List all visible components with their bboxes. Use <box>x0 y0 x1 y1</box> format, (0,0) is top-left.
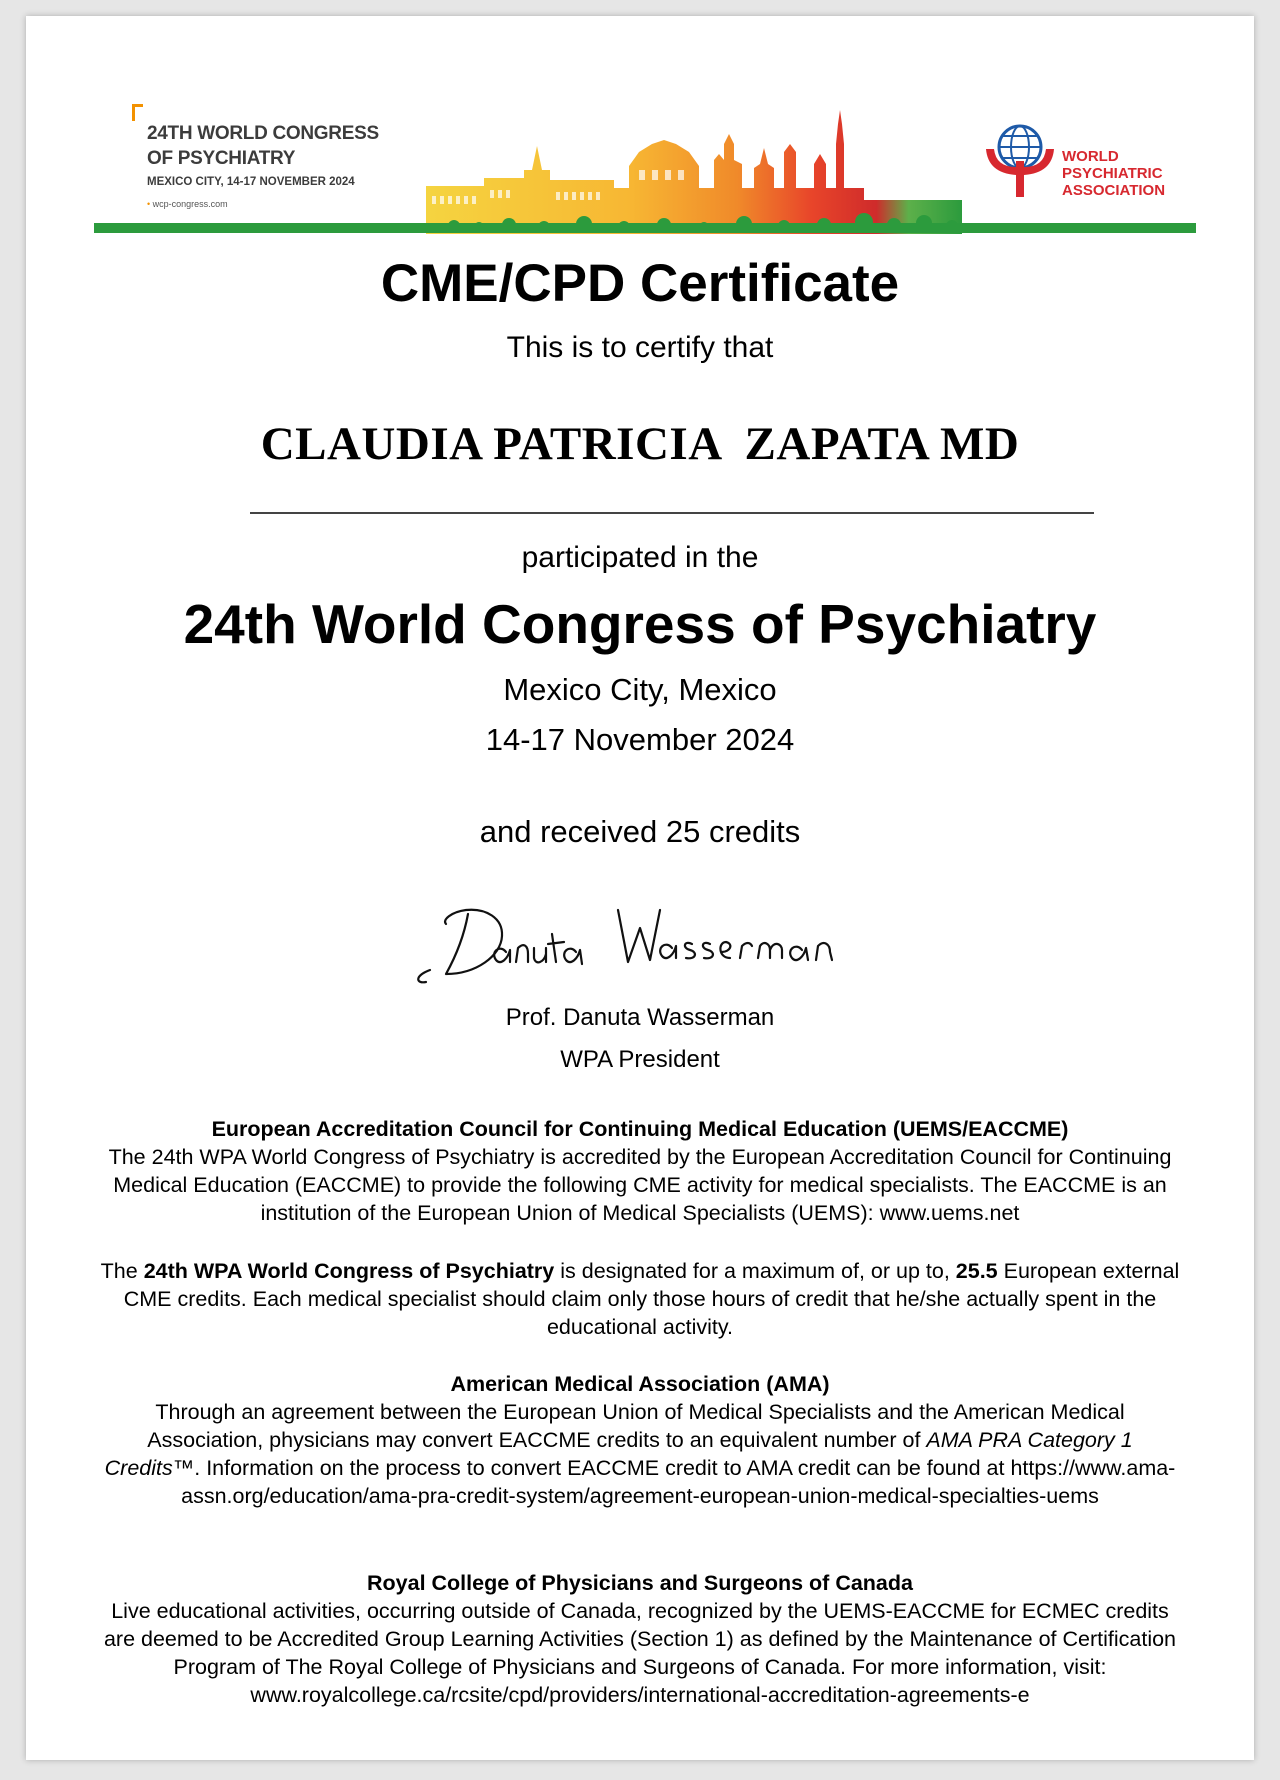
ama-heading: American Medical Association (AMA) <box>450 1372 830 1396</box>
certificate-title: CME/CPD Certificate <box>380 254 900 313</box>
designation-mid: is designated for a maximum of, or up to, <box>554 1259 956 1283</box>
handwritten-signature <box>406 896 926 996</box>
congress-dates: 14-17 November 2024 <box>485 722 795 757</box>
orange-bracket-icon <box>132 104 143 121</box>
designation-section <box>100 1257 1180 1341</box>
ama-section <box>100 1370 1180 1510</box>
wpa-globe-logo-icon <box>976 121 1056 201</box>
eaccme-body: The 24th WPA World Congress of Psychiatry is accredited by the European Accreditation Council for Continuing Medical Education (EACCME) to provide the following CME activity for medical specialists. The EACCME is an institution of the European Union of Medical Specialists (UEMS): www.uems.net <box>108 1145 1172 1225</box>
congress-name: 24th World Congress of Psychiatry <box>183 593 1097 655</box>
signer-title: WPA President <box>560 1046 720 1073</box>
designation-pre: The <box>100 1259 144 1283</box>
wpa-name <box>1062 148 1165 199</box>
certify-text: This is to certify that <box>506 331 774 364</box>
banner-divider <box>94 223 1196 233</box>
congress-location: Mexico City, Mexico <box>503 672 777 707</box>
congress-banner <box>94 86 1196 236</box>
ama-body <box>100 1398 1180 1510</box>
designation-credits: 25.5 <box>955 1259 998 1283</box>
wpa-line-2: PSYCHIATRIC <box>1062 165 1163 182</box>
banner-congress-line2: OF PSYCHIATRY <box>147 148 296 169</box>
banner-congress-dates: MEXICO CITY, 14-17 NOVEMBER 2024 <box>147 176 355 188</box>
banner-website: • wcp-congress.com <box>147 199 228 209</box>
ama-body-italic: AMA PRA Category 1 Credits <box>104 1428 1133 1480</box>
wpa-line-1: WORLD <box>1062 148 1119 165</box>
recipient-name: CLAUDIA PATRICIA ZAPATA MD <box>260 418 1020 470</box>
wpa-line-3: ASSOCIATION <box>1062 182 1166 199</box>
rcpsc-heading: Royal College of Physicians and Surgeons of Canada <box>367 1571 913 1595</box>
mexico-city-skyline-illustration <box>424 104 962 234</box>
name-underline <box>250 512 1094 514</box>
ama-body-pre: Through an agreement between the European Union of Medical Specialists and the American Medical Association, physicians may convert EACCME credits to an equivalent number of <box>147 1400 1125 1452</box>
eaccme-section <box>100 1115 1180 1227</box>
banner-congress-line1: 24TH WORLD CONGRESS <box>147 123 379 144</box>
certificate-page <box>26 16 1254 1760</box>
signer-name: Prof. Danuta Wasserman <box>505 1004 775 1031</box>
participated-text: participated in the <box>521 541 759 574</box>
designation-post: European external CME credits. Each medical specialist should claim only those hours of credit that he/she actually spent in the educational activity. <box>123 1259 1180 1339</box>
rcpsc-section <box>100 1569 1180 1709</box>
rcpsc-body: Live educational activities, occurring outside of Canada, recognized by the UEMS-EACCME for ECMEC credits are deemed to be Accredited Group Learning Activities (Section 1) as defined by the Maintenance of Certification Program of The Royal College of Physicians and Surgeons of Canada. For more information, visit: www.royalcollege.ca/rcsite/cpd/providers/international-accreditation-agreements-e <box>103 1599 1177 1707</box>
designation-congress: 24th WPA World Congress of Psychiatry <box>143 1259 555 1283</box>
ama-body-post: ™. Information on the process to convert EACCME credit to AMA credit can be found at https://www.ama-assn.org/education/ama-pra-credit-system/agreement-european-union-medical-specialties-uems <box>172 1456 1176 1508</box>
credits-text: and received 25 credits <box>479 814 801 849</box>
eaccme-heading: European Accreditation Council for Continuing Medical Education (UEMS/EACCME) <box>211 1117 1069 1141</box>
